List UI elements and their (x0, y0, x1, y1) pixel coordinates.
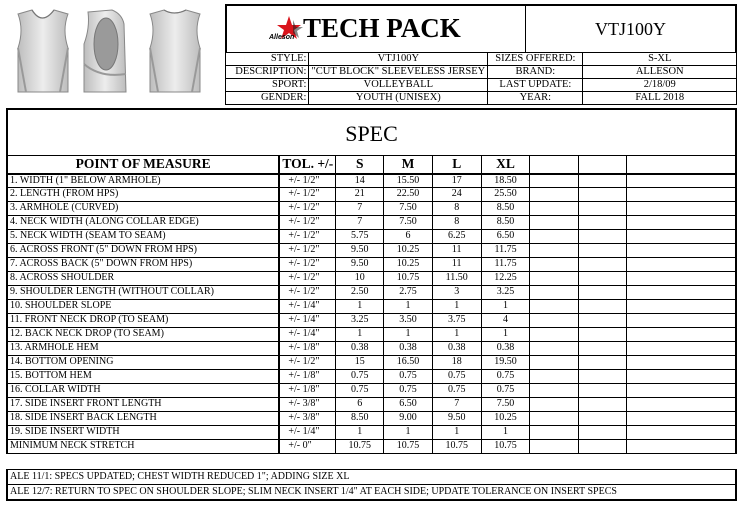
spec-row (7, 412, 736, 426)
spec-size-s: 3.25 (336, 314, 384, 328)
spec-row (7, 342, 736, 356)
spec-size-m: 0.75 (384, 384, 433, 398)
spec-size-xl: 10.75 (481, 440, 530, 454)
spec-size-m: 15.50 (384, 174, 433, 188)
note-row (7, 485, 736, 500)
jersey-back-icon (150, 10, 200, 92)
note-text: ALE 11/1: SPECS UPDATED; CHEST WIDTH REDUCED 1"; ADDING SIZE XL (7, 470, 736, 485)
spec-size-m: 16.50 (384, 356, 433, 370)
spec-size-xl: 8.50 (481, 216, 530, 230)
spec-size-s: 1 (336, 426, 384, 440)
spec-size-s: 0.75 (336, 370, 384, 384)
spec-size-s: 1 (336, 300, 384, 314)
spec-pom: 18. SIDE INSERT BACK LENGTH (7, 412, 279, 426)
spec-blank-cell (578, 384, 627, 398)
spec-blank-cell (530, 440, 579, 454)
spec-size-l: 1 (432, 328, 481, 342)
spec-pom: 9. SHOULDER LENGTH (WITHOUT COLLAR) (7, 286, 279, 300)
spec-size-xl: 12.25 (481, 272, 530, 286)
spec-size-m: 1 (384, 328, 433, 342)
spec-pom: 3. ARMHOLE (CURVED) (7, 202, 279, 216)
spec-size-s: 9.50 (336, 258, 384, 272)
spec-size-l: 0.38 (432, 342, 481, 356)
spec-blank-cell (578, 314, 627, 328)
spec-size-xl: 6.50 (481, 230, 530, 244)
spec-size-m: 1 (384, 300, 433, 314)
spec-size-l: 9.50 (432, 412, 481, 426)
spec-size-l: 6.25 (432, 230, 481, 244)
spec-blank-cell (530, 258, 579, 272)
spec-size-m: 10.75 (384, 440, 433, 454)
spec-pom: 14. BOTTOM OPENING (7, 356, 279, 370)
spec-row (7, 300, 736, 314)
spec-blank-cell (578, 398, 627, 412)
spec-size-s: 0.75 (336, 384, 384, 398)
spec-blank-cell (530, 412, 579, 426)
spec-size-xl: 8.50 (481, 202, 530, 216)
info-value2: S-XL (583, 53, 737, 66)
col-header-blank (627, 156, 736, 174)
spec-row (7, 328, 736, 342)
spec-size-s: 6 (336, 398, 384, 412)
spec-size-s: 1 (336, 328, 384, 342)
info-label: STYLE: (226, 53, 309, 66)
spec-blank-cell (530, 342, 579, 356)
spec-blank-cell (627, 426, 736, 440)
info-label2: LAST UPDATE: (488, 79, 583, 92)
spec-blank-cell (627, 398, 736, 412)
spec-blank-cell (578, 342, 627, 356)
spec-blank-cell (627, 258, 736, 272)
spec-tol: +/- 1/2" (279, 188, 335, 202)
spec-pom: 1. WIDTH (1" BELOW ARMHOLE) (7, 174, 279, 188)
spec-blank-cell (530, 230, 579, 244)
info-value: "CUT BLOCK" SLEEVELESS JERSEY (309, 66, 488, 79)
info-label2: YEAR: (488, 92, 583, 105)
spec-tol: +/- 0" (279, 440, 335, 454)
info-label2: BRAND: (488, 66, 583, 79)
spec-blank-cell (627, 440, 736, 454)
spec-pom: 7. ACROSS BACK (5" DOWN FROM HPS) (7, 258, 279, 272)
spec-row (7, 314, 736, 328)
spec-blank-cell (578, 440, 627, 454)
spec-size-s: 7 (336, 202, 384, 216)
jersey-side-icon (84, 10, 126, 92)
spec-size-xl: 11.75 (481, 258, 530, 272)
spec-tol: +/- 1/8" (279, 370, 335, 384)
spec-blank-cell (530, 202, 579, 216)
spec-blank-cell (627, 300, 736, 314)
spec-pom: MINIMUM NECK STRETCH (7, 440, 279, 454)
spec-pom: 10. SHOULDER SLOPE (7, 300, 279, 314)
spec-size-l: 24 (432, 188, 481, 202)
spec-size-l: 17 (432, 174, 481, 188)
spec-size-xl: 11.75 (481, 244, 530, 258)
page-title: TECH PACK (303, 13, 461, 43)
spec-pom: 5. NECK WIDTH (SEAM TO SEAM) (7, 230, 279, 244)
info-table (225, 52, 737, 105)
spec-blank-cell (627, 174, 736, 188)
spec-pom: 6. ACROSS FRONT (5" DOWN FROM HPS) (7, 244, 279, 258)
info-row (226, 53, 737, 66)
spec-size-m: 0.38 (384, 342, 433, 356)
spec-size-l: 8 (432, 202, 481, 216)
style-code-box (525, 4, 737, 52)
spec-size-s: 14 (336, 174, 384, 188)
spec-blank-cell (530, 314, 579, 328)
spec-row (7, 440, 736, 454)
note-text: ALE 12/7: RETURN TO SPEC ON SHOULDER SLOPE; SLIM NECK INSERT 1/4" AT EACH SIDE; UPDATE TOLERANCE ON INSERT SPECS (7, 485, 736, 500)
col-header-size: L (432, 156, 481, 174)
info-label: DESCRIPTION: (226, 66, 309, 79)
spec-row (7, 370, 736, 384)
spec-blank-cell (578, 300, 627, 314)
spec-size-s: 15 (336, 356, 384, 370)
spec-blank-cell (578, 328, 627, 342)
spec-size-l: 11 (432, 244, 481, 258)
spec-tol: +/- 1/8" (279, 384, 335, 398)
spec-row (7, 202, 736, 216)
spec-size-m: 7.50 (384, 216, 433, 230)
spec-size-l: 11 (432, 258, 481, 272)
spec-blank-cell (627, 328, 736, 342)
spec-blank-cell (530, 174, 579, 188)
spec-size-m: 0.75 (384, 370, 433, 384)
spec-pom: 2. LENGTH (FROM HPS) (7, 188, 279, 202)
spec-size-l: 7 (432, 398, 481, 412)
spec-tol: +/- 1/4" (279, 328, 335, 342)
spec-pom: 16. COLLAR WIDTH (7, 384, 279, 398)
spec-size-l: 1 (432, 426, 481, 440)
spec-size-l: 18 (432, 356, 481, 370)
info-row (226, 79, 737, 92)
style-code: VTJ100Y (595, 19, 666, 39)
spec-tol: +/- 1/2" (279, 230, 335, 244)
spec-size-s: 8.50 (336, 412, 384, 426)
spec-tol: +/- 1/4" (279, 300, 335, 314)
spec-size-l: 1 (432, 300, 481, 314)
spec-size-s: 9.50 (336, 244, 384, 258)
spec-size-m: 10.25 (384, 258, 433, 272)
spec-blank-cell (627, 356, 736, 370)
spec-blank-cell (578, 370, 627, 384)
spec-pom: 19. SIDE INSERT WIDTH (7, 426, 279, 440)
jersey-sketch-icon (4, 4, 220, 96)
spec-tol: +/- 3/8" (279, 412, 335, 426)
spec-size-xl: 19.50 (481, 356, 530, 370)
info-value: VOLLEYBALL (309, 79, 488, 92)
spec-tol: +/- 1/4" (279, 314, 335, 328)
spec-blank-cell (627, 314, 736, 328)
spec-row (7, 272, 736, 286)
info-value: VTJ100Y (309, 53, 488, 66)
info-value2: FALL 2018 (583, 92, 737, 105)
spec-blank-cell (578, 272, 627, 286)
spec-tol: +/- 1/2" (279, 244, 335, 258)
spec-header-row (7, 156, 736, 174)
spec-size-xl: 0.75 (481, 384, 530, 398)
spec-size-m: 7.50 (384, 202, 433, 216)
spec-blank-cell (578, 356, 627, 370)
spec-blank-cell (627, 384, 736, 398)
col-header-size: XL (481, 156, 530, 174)
spec-blank-cell (530, 398, 579, 412)
spec-pom: 4. NECK WIDTH (ALONG COLLAR EDGE) (7, 216, 279, 230)
spec-pom: 11. FRONT NECK DROP (TO SEAM) (7, 314, 279, 328)
spec-blank-cell (627, 216, 736, 230)
spec-size-s: 10 (336, 272, 384, 286)
spec-blank-cell (578, 230, 627, 244)
info-row (226, 92, 737, 105)
info-value: YOUTH (UNISEX) (309, 92, 488, 105)
col-header-size: M (384, 156, 433, 174)
spec-pom: 15. BOTTOM HEM (7, 370, 279, 384)
col-header-blank (578, 156, 627, 174)
col-header-blank (530, 156, 579, 174)
spec-pom: 12. BACK NECK DROP (TO SEAM) (7, 328, 279, 342)
garment-sketches (4, 4, 220, 96)
spec-tol: +/- 1/4" (279, 426, 335, 440)
spec-size-xl: 25.50 (481, 188, 530, 202)
spec-blank-cell (530, 426, 579, 440)
spec-blank-cell (627, 342, 736, 356)
col-header-pom: POINT OF MEASURE (7, 156, 279, 174)
spec-tol: +/- 1/2" (279, 258, 335, 272)
logo-text: Alleson (269, 34, 295, 41)
info-label: GENDER: (226, 92, 309, 105)
spec-size-xl: 0.38 (481, 342, 530, 356)
spec-pom: 8. ACROSS SHOULDER (7, 272, 279, 286)
jersey-front-icon (18, 10, 68, 92)
spec-size-l: 11.50 (432, 272, 481, 286)
spec-blank-cell (578, 174, 627, 188)
spec-tol: +/- 1/2" (279, 286, 335, 300)
spec-row (7, 230, 736, 244)
spec-row (7, 286, 736, 300)
spec-size-xl: 10.25 (481, 412, 530, 426)
spec-blank-cell (530, 370, 579, 384)
spec-size-m: 2.75 (384, 286, 433, 300)
spec-size-m: 3.50 (384, 314, 433, 328)
spec-blank-cell (627, 412, 736, 426)
spec-size-l: 3.75 (432, 314, 481, 328)
spec-size-xl: 1 (481, 300, 530, 314)
spec-blank-cell (530, 286, 579, 300)
note-row (7, 470, 736, 485)
spec-row (7, 216, 736, 230)
spec-size-m: 22.50 (384, 188, 433, 202)
spec-title: SPEC (345, 121, 398, 146)
spec-pom: 17. SIDE INSERT FRONT LENGTH (7, 398, 279, 412)
spec-blank-cell (578, 188, 627, 202)
spec-tol: +/- 1/8" (279, 342, 335, 356)
spec-tol: +/- 1/2" (279, 202, 335, 216)
spec-size-xl: 18.50 (481, 174, 530, 188)
spec-row (7, 426, 736, 440)
spec-blank-cell (530, 244, 579, 258)
spec-size-l: 10.75 (432, 440, 481, 454)
spec-size-xl: 7.50 (481, 398, 530, 412)
spec-row (7, 356, 736, 370)
spec-row (7, 398, 736, 412)
spec-size-xl: 1 (481, 426, 530, 440)
spec-blank-cell (530, 384, 579, 398)
spec-blank-cell (627, 244, 736, 258)
spec-blank-cell (530, 300, 579, 314)
spec-size-xl: 1 (481, 328, 530, 342)
spec-size-s: 10.75 (336, 440, 384, 454)
info-value2: ALLESON (583, 66, 737, 79)
spec-blank-cell (627, 286, 736, 300)
spec-blank-cell (627, 230, 736, 244)
spec-blank-cell (530, 216, 579, 230)
spec-size-m: 10.75 (384, 272, 433, 286)
spec-size-s: 2.50 (336, 286, 384, 300)
spec-size-m: 10.25 (384, 244, 433, 258)
header-title-box (225, 4, 525, 52)
spec-table (6, 155, 737, 454)
spec-blank-cell (578, 216, 627, 230)
spec-blank-cell (578, 412, 627, 426)
info-row (226, 66, 737, 79)
spec-blank-cell (627, 370, 736, 384)
spec-size-m: 6 (384, 230, 433, 244)
spec-size-l: 0.75 (432, 384, 481, 398)
spec-row (7, 384, 736, 398)
spec-size-s: 0.38 (336, 342, 384, 356)
col-header-size: S (336, 156, 384, 174)
spec-blank-cell (578, 258, 627, 272)
col-header-tol: TOL. +/- (279, 156, 335, 174)
spec-size-s: 7 (336, 216, 384, 230)
spec-blank-cell (530, 328, 579, 342)
spec-row (7, 244, 736, 258)
spec-blank-cell (530, 188, 579, 202)
spec-blank-cell (578, 426, 627, 440)
info-label: SPORT: (226, 79, 309, 92)
spec-title-box (6, 108, 737, 155)
spec-blank-cell (627, 202, 736, 216)
spec-size-xl: 0.75 (481, 370, 530, 384)
spec-blank-cell (627, 272, 736, 286)
spec-size-m: 6.50 (384, 398, 433, 412)
notes-table (6, 469, 737, 501)
spec-tol: +/- 3/8" (279, 398, 335, 412)
spec-size-l: 8 (432, 216, 481, 230)
spec-size-xl: 3.25 (481, 286, 530, 300)
spec-blank-cell (530, 356, 579, 370)
spec-tol: +/- 1/2" (279, 174, 335, 188)
spec-pom: 13. ARMHOLE HEM (7, 342, 279, 356)
spec-row (7, 258, 736, 272)
spec-tol: +/- 1/2" (279, 216, 335, 230)
spec-tol: +/- 1/2" (279, 272, 335, 286)
spec-row (7, 174, 736, 188)
spec-tol: +/- 1/2" (279, 356, 335, 370)
spec-blank-cell (627, 188, 736, 202)
info-label2: SIZES OFFERED: (488, 53, 583, 66)
spec-row (7, 188, 736, 202)
spec-size-m: 9.00 (384, 412, 433, 426)
spec-size-m: 1 (384, 426, 433, 440)
spec-blank-cell (578, 202, 627, 216)
spec-blank-cell (578, 244, 627, 258)
info-value2: 2/18/09 (583, 79, 737, 92)
spec-blank-cell (530, 272, 579, 286)
spec-size-s: 21 (336, 188, 384, 202)
spec-size-xl: 4 (481, 314, 530, 328)
spec-size-l: 0.75 (432, 370, 481, 384)
spec-blank-cell (578, 286, 627, 300)
spec-size-s: 5.75 (336, 230, 384, 244)
spec-size-l: 3 (432, 286, 481, 300)
